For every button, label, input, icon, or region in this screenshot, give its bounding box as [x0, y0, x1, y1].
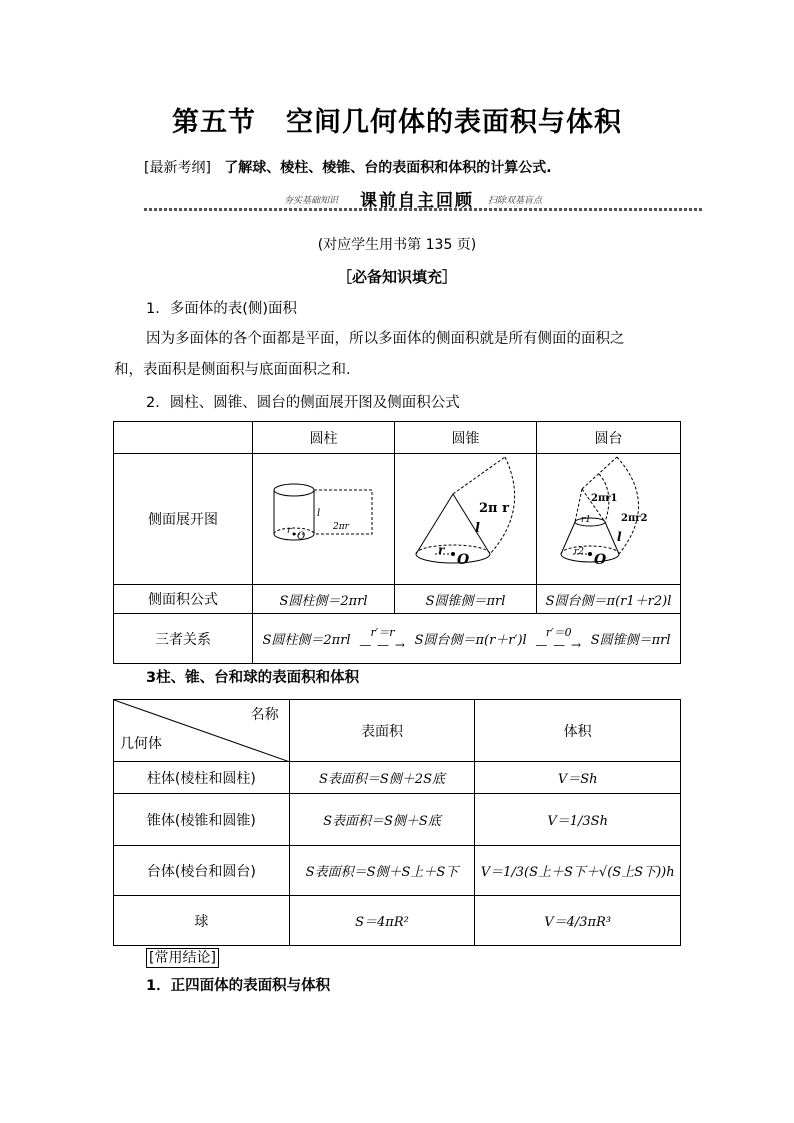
banner-right-text: 扫除双基盲点: [488, 196, 543, 206]
relation-cylinder: S圆柱侧＝2πrl: [262, 633, 351, 648]
relation-arrow-1: [355, 626, 411, 651]
cone-r-label: r: [438, 543, 445, 557]
relation-cell: [253, 614, 681, 664]
col-cylinder: 圆柱: [253, 422, 395, 454]
item2-heading: 2．圆柱、圆锥、圆台的侧面展开图及侧面积公式: [146, 395, 460, 411]
col-cone: 圆锥: [395, 422, 537, 454]
cone-net-cell: [395, 454, 537, 585]
relation-frustum: S圆台侧＝π(r＋r′)l: [414, 633, 527, 648]
row-label-net: 侧面展开图: [114, 454, 253, 585]
row-frustum-name: 台体(棱台和圆台): [114, 846, 290, 896]
prism-area-formula: S表面积＝S侧＋2S底: [289, 762, 475, 794]
cylinder-l-label: l: [317, 508, 321, 519]
col-frustum: 圆台: [537, 422, 681, 454]
area-volume-table: [113, 699, 681, 946]
frustum-volume-formula: V＝1/3(S上＋S下＋√(S上S下))h: [475, 846, 681, 896]
cylinder-net-cell: [253, 454, 395, 585]
arrow2-condition: r′＝0: [545, 626, 572, 639]
col-volume: 体积: [475, 700, 681, 762]
frustum-r2-label: r2: [574, 547, 585, 557]
page-title: [0, 100, 794, 139]
frustum-O-label: O: [594, 552, 607, 568]
item3-heading: 3柱、锥、台和球的表面积和体积: [146, 670, 360, 686]
relation-cone: S圆锥侧＝πrl: [590, 633, 671, 648]
pyramid-area-formula: S表面积＝S侧＋S底: [289, 794, 475, 846]
frustum-r1-label: r1: [581, 515, 592, 525]
outline-text: 了解球、棱柱、棱锥、台的表面积和体积的计算公式.: [224, 160, 552, 176]
section-topic: 空间几何体的表面积与体积: [286, 107, 622, 138]
frustum-2pir2-label: 2πr2: [621, 513, 648, 524]
section-banner: [144, 186, 704, 214]
sphere-volume-formula: V＝4/3πR³: [475, 896, 681, 946]
frustum-l-label: l: [617, 530, 622, 544]
cone-2pir-label: 2π r: [479, 501, 509, 516]
relation-arrow-2: [531, 626, 587, 651]
cylinder-2pir-label: 2πr: [333, 522, 349, 532]
cylinder-lateral-formula: S圆柱侧＝2πrl: [253, 585, 395, 614]
common-conclusion-tag: [常用结论]: [146, 948, 219, 968]
exam-outline: [144, 157, 552, 177]
diagonal-header-cell: [114, 700, 290, 762]
pyramid-volume-formula: V＝1/3Sh: [475, 794, 681, 846]
frustum-lateral-formula: S圆台侧＝π(r1＋r2)l: [537, 585, 681, 614]
arrow1-condition: r′＝r: [370, 626, 395, 639]
frustum-net-cell: [537, 454, 681, 585]
diag-bottom-label: 几何体: [120, 736, 162, 752]
cone-lateral-formula: S圆锥侧＝πrl: [395, 585, 537, 614]
item1-paragraph-line2: 和，表面积是侧面积与底面面积之和.: [114, 362, 351, 378]
frustum-area-formula: S表面积＝S侧＋S上＋S下: [289, 846, 475, 896]
frustum-2pir1-label: 2πr1: [591, 493, 618, 504]
row-sphere-name: 球: [114, 896, 290, 946]
sphere-area-formula: S＝4πR²: [289, 896, 475, 946]
col-surface-area: 表面积: [289, 700, 475, 762]
dashed-arrow-icon: — — →: [535, 638, 583, 652]
row-label-formula: 侧面积公式: [114, 585, 253, 614]
relation-chain: [253, 626, 680, 651]
cone-l-label: l: [475, 521, 480, 536]
frustum-net-figure: [537, 454, 680, 584]
cylinder-net-figure: [253, 454, 394, 584]
cone-net-figure: [395, 454, 536, 584]
item1-heading: 1．多面体的表(侧)面积: [146, 301, 298, 317]
diag-top-label: 名称: [250, 707, 279, 723]
row-label-relation: 三者关系: [114, 614, 253, 664]
banner-left-text: 夯实基础知识: [284, 196, 339, 206]
row-pyramid-name: 锥体(棱锥和圆锥): [114, 794, 290, 846]
banner-title: 课前自主回顾: [360, 191, 474, 211]
prism-volume-formula: V＝Sh: [475, 762, 681, 794]
common-item1: 1．正四面体的表面积与体积: [146, 978, 331, 994]
cylinder-O-label: O: [297, 531, 306, 542]
outline-label: [最新考纲]: [144, 160, 211, 176]
row-prism-name: 柱体(棱柱和圆柱): [114, 762, 290, 794]
section-number: 第五节: [172, 107, 256, 138]
cylinder-r-label: r: [287, 526, 292, 536]
dashed-arrow-icon: — — →: [359, 638, 406, 652]
lateral-surface-table: [113, 421, 681, 664]
item1-paragraph-line1: 因为多面体的各个面都是平面，所以多面体的侧面积就是所有侧面的面积之: [146, 331, 625, 347]
page-reference: (对应学生用书第 135 页): [317, 237, 477, 253]
knowledge-heading: ［必备知识填充］: [336, 268, 457, 286]
corner-cell: [114, 422, 253, 454]
cone-O-label: O: [457, 552, 470, 568]
